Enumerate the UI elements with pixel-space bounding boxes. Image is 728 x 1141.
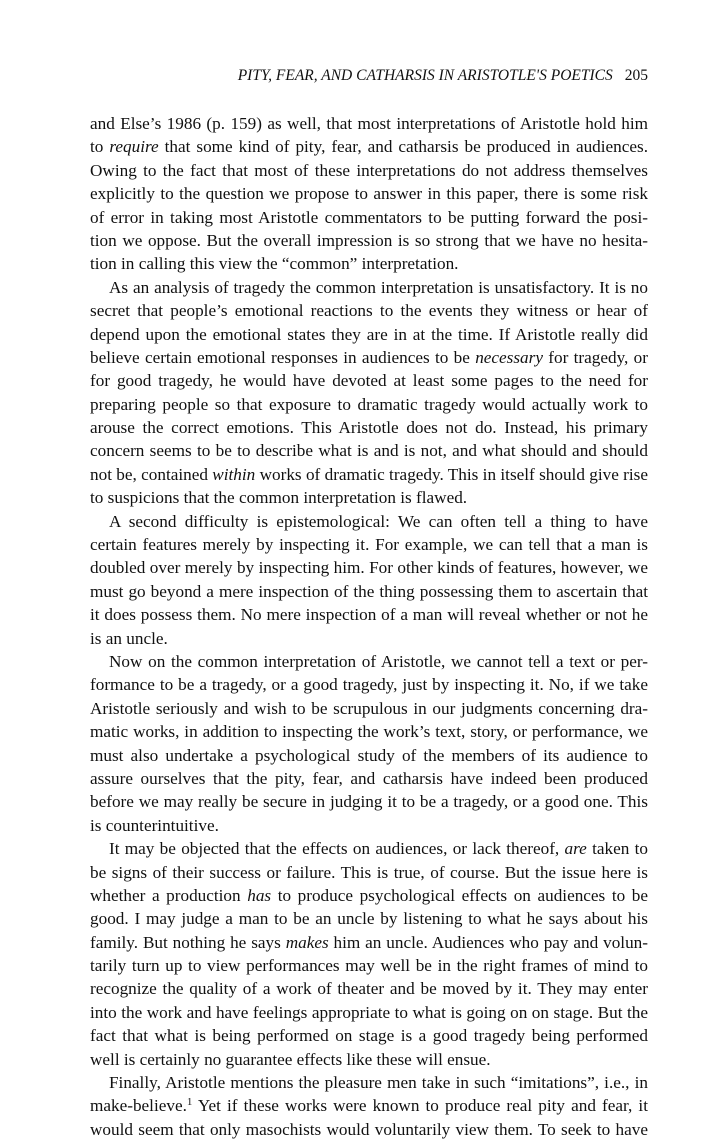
- text-run: not be, contained: [90, 464, 213, 484]
- text-run: arouse the correct emotions. This Aristotle does not do. Instead, his primary: [90, 418, 648, 438]
- text-run: tarily turn up to view performances may well be in the right frames of mind to: [90, 956, 648, 976]
- text-line: [90, 1094, 648, 1117]
- text-run: it does possess them. No mere inspection of a man will reveal whether or not he: [90, 605, 648, 625]
- text-run: Finally, Aristotle mentions the pleasure men take in such “imitations”, i.e., in: [109, 1073, 648, 1093]
- text-run: that some kind of pity, fear, and catharsis be produced in audiences.: [158, 137, 648, 157]
- text-line: [90, 954, 648, 977]
- paragraph: [90, 112, 648, 276]
- text-line: [90, 884, 648, 907]
- text-line: [90, 510, 648, 533]
- text-run: make-believe.: [90, 1096, 187, 1116]
- text-line: [90, 720, 648, 743]
- text-run: assure ourselves that the pity, fear, and catharsis have indeed been produced: [90, 768, 648, 788]
- page-number: 205: [624, 67, 648, 84]
- text-line: [90, 673, 648, 696]
- text-run: Yet if these works were known to produce real pity and fear, it: [192, 1096, 648, 1116]
- text-run: It may be objected that the effects on audiences, or lack thereof,: [109, 839, 565, 859]
- paragraph: [90, 510, 648, 650]
- text-run: taken to: [586, 839, 648, 859]
- text-run: well is certainly no guarantee effects like these will ensue.: [90, 1049, 491, 1069]
- paragraph: [90, 276, 648, 510]
- text-line: [90, 1071, 648, 1094]
- footnote-marker: 1: [186, 1096, 193, 1109]
- text-run: certain features merely by inspecting it. For example, we can tell that a man is: [90, 535, 648, 555]
- text-line: [90, 697, 648, 720]
- text-run: works of dramatic tragedy. This in itself should give rise: [255, 464, 648, 484]
- text-run: tion we oppose. But the overall impression is so strong that we have no hesita-: [90, 230, 648, 250]
- text-run: family. But nothing he says: [90, 932, 286, 952]
- text-run: for good tragedy, he would have devoted at least some pages to the need for: [90, 371, 648, 391]
- text-line: [90, 767, 648, 790]
- text-run: to produce psychological effects on audiences to be: [271, 885, 649, 905]
- text-run: secret that people’s emotional reactions to the events they witness or hear of: [90, 301, 648, 321]
- text-run: before we may really be secure in judging it to be a tragedy, or a good one. This: [90, 792, 648, 812]
- text-run: of error in taking most Aristotle commentators to be putting forward the posi-: [90, 207, 648, 227]
- text-run: and Else’s 1986 (p. 159) as well, that most interpretations of Aristotle hold him: [90, 114, 648, 133]
- text-run: formance to be a tragedy, or a good tragedy, just by inspecting it. No, if we take: [90, 675, 648, 695]
- text-line: [90, 814, 648, 837]
- text-run: must also undertake a psychological study of the members of its audience to: [90, 745, 648, 765]
- italic-text: has: [247, 885, 272, 905]
- text-run: matic works, in addition to inspecting the work’s text, story, or performance, we: [90, 722, 648, 742]
- paragraph: [90, 650, 648, 837]
- text-run: explicitly to the question we propose to answer in this paper, there is some risk: [90, 184, 648, 204]
- italic-text: require: [109, 137, 159, 157]
- text-line: [90, 627, 648, 650]
- text-line: [90, 416, 648, 439]
- text-line: [90, 229, 648, 252]
- text-run: preparing people so that exposure to dramatic tragedy would actually work to: [90, 394, 648, 414]
- text-line: [90, 790, 648, 813]
- text-line: [90, 1001, 648, 1024]
- text-line: [90, 744, 648, 767]
- text-line: [90, 369, 648, 392]
- text-run: Owing to the fact that most of these interpretations do not address themselves: [90, 160, 648, 180]
- text-run: is counterintuitive.: [90, 815, 219, 835]
- text-line: [90, 159, 648, 182]
- text-line: [90, 556, 648, 579]
- text-line: [90, 650, 648, 673]
- text-line: [90, 393, 648, 416]
- text-run: for tragedy, or: [542, 347, 648, 367]
- text-line: [90, 931, 648, 954]
- text-run: him an uncle. Audiences who pay and volun-: [328, 932, 648, 952]
- text-line: [90, 603, 648, 626]
- text-line: [90, 486, 648, 509]
- text-run: be signs of their success or failure. This is true, of course. But the issue here is: [90, 862, 648, 882]
- text-line: [90, 977, 648, 1000]
- text-line: [90, 252, 648, 275]
- text-line: [90, 323, 648, 346]
- text-run: recognize the quality of a work of theater and be moved by it. They may enter: [90, 979, 648, 999]
- text-run: Now on the common interpretation of Aristotle, we cannot tell a text or per-: [109, 651, 648, 671]
- text-line: [90, 299, 648, 322]
- text-line: [90, 533, 648, 556]
- text-run: to suspicions that the common interpretation is flawed.: [90, 488, 468, 508]
- text-run: depend upon the emotional states they are in at the time. If Aristotle really did: [90, 324, 648, 344]
- text-run: is an uncle.: [90, 628, 168, 648]
- text-line: [90, 907, 648, 930]
- text-run: into the work and have feelings appropriate to what is going on on stage. But the: [90, 1002, 648, 1022]
- text-run: to: [90, 137, 110, 157]
- text-run: A second difficulty is epistemological: We can often tell a thing to have: [109, 511, 648, 531]
- text-run: Aristotle seriously and wish to be scrupulous in our judgments concerning dra-: [90, 698, 648, 718]
- text-line: [90, 1024, 648, 1047]
- running-head: [90, 66, 648, 86]
- text-line: [90, 1118, 648, 1141]
- italic-text: necessary: [475, 347, 543, 367]
- text-line: [90, 206, 648, 229]
- text-line: [90, 276, 648, 299]
- text-line: [90, 346, 648, 369]
- text-run: good. I may judge a man to be an uncle by listening to what he says about his: [90, 909, 648, 929]
- text-line: [90, 1048, 648, 1071]
- text-line: [90, 112, 648, 135]
- text-line: [90, 463, 648, 486]
- running-head-title: PITY, FEAR, AND CATHARSIS IN ARISTOTLE'S POETICS: [237, 67, 613, 84]
- paragraph: [90, 837, 648, 1071]
- text-run: As an analysis of tragedy the common interpretation is unsatisfactory. It is no: [109, 277, 648, 297]
- text-run: tion in calling this view the “common” interpretation.: [90, 254, 459, 274]
- text-run: believe certain emotional responses in audiences to be: [90, 347, 476, 367]
- text-run: fact that what is being performed on stage is a good tragedy being performed: [90, 1026, 648, 1046]
- italic-text: are: [564, 839, 587, 859]
- text-run: would seem that only masochists would voluntarily view them. To seek to have: [90, 1119, 648, 1139]
- text-line: [90, 439, 648, 462]
- text-line: [90, 837, 648, 860]
- italic-text: makes: [285, 932, 329, 952]
- text-line: [90, 861, 648, 884]
- text-line: [90, 135, 648, 158]
- text-line: [90, 182, 648, 205]
- text-run: concern seems to be to describe what is and is not, and what should and should: [90, 441, 648, 461]
- text-run: whether a production: [90, 885, 248, 905]
- text-run: doubled over merely by inspecting him. For other kinds of features, however, we: [90, 558, 648, 578]
- text-run: must go beyond a mere inspection of the thing possessing them to ascertain that: [90, 581, 648, 601]
- text-line: [90, 580, 648, 603]
- body-text: [90, 112, 648, 1141]
- italic-text: within: [212, 464, 256, 484]
- paragraph: [90, 1071, 648, 1141]
